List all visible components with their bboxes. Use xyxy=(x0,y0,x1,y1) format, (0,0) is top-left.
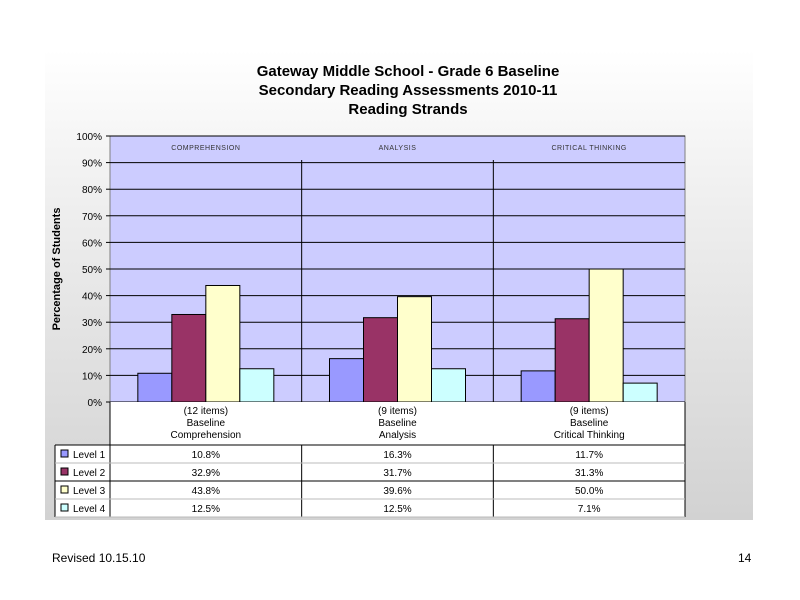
bar-level-3 xyxy=(206,285,240,402)
category-label: (12 items) xyxy=(183,406,229,417)
data-label: 7.1% xyxy=(577,504,601,515)
legend-label: Level 3 xyxy=(73,486,106,497)
page-number: 14 xyxy=(738,551,752,565)
category-label: (9 items) xyxy=(569,406,609,417)
data-label: 32.9% xyxy=(191,468,221,479)
category-label: Analysis xyxy=(378,430,417,441)
bar-level-4 xyxy=(240,369,274,402)
bar-level-2 xyxy=(364,318,398,402)
bar-level-2 xyxy=(172,314,206,402)
data-label: 31.7% xyxy=(383,468,412,479)
bar-level-4 xyxy=(432,369,466,402)
bar-level-1 xyxy=(521,371,555,402)
y-tick-label: 70% xyxy=(81,211,102,223)
chart-title-line-2: Secondary Reading Assessments 2010-11 xyxy=(258,82,558,99)
legend-label: Level 1 xyxy=(73,450,106,461)
y-tick-label: 0% xyxy=(87,398,102,409)
data-label: 39.6% xyxy=(383,486,412,497)
legend-swatch xyxy=(61,468,68,475)
y-tick-label: 50% xyxy=(81,265,102,276)
bar-level-3 xyxy=(398,297,432,402)
chart-svg xyxy=(45,50,753,520)
chart-panel xyxy=(45,50,753,520)
data-label: 12.5% xyxy=(383,504,412,515)
category-label: Baseline xyxy=(569,418,609,429)
y-tick-label: 30% xyxy=(81,318,102,330)
bar-level-2 xyxy=(555,319,589,402)
y-tick-label: 80% xyxy=(81,185,102,197)
bar-level-3 xyxy=(589,269,623,402)
strand-label: CRITICAL THINKING xyxy=(551,145,627,152)
y-tick-label: 90% xyxy=(81,158,102,170)
data-label: 10.8% xyxy=(191,450,221,461)
category-label: Baseline xyxy=(378,418,417,429)
bar-level-4 xyxy=(623,383,657,402)
category-label: Critical Thinking xyxy=(553,430,625,441)
revised-date: Revised 10.15.10 xyxy=(52,551,146,565)
chart-title-line-1: Gateway Middle School - Grade 6 Baseline xyxy=(256,63,560,80)
bar-level-1 xyxy=(330,359,364,402)
category-label: (9 items) xyxy=(378,406,417,417)
data-label: 12.5% xyxy=(191,504,221,515)
data-label: 50.0% xyxy=(574,486,604,497)
y-axis-label: Percentage of Students xyxy=(51,207,63,331)
data-label: 16.3% xyxy=(383,450,412,461)
data-label: 31.3% xyxy=(574,468,604,479)
y-tick-label: 10% xyxy=(81,371,102,383)
y-tick-label: 100% xyxy=(76,132,102,143)
legend-swatch xyxy=(61,504,68,511)
category-label: Baseline xyxy=(186,418,226,429)
y-tick-label: 60% xyxy=(81,238,102,250)
data-label: 43.8% xyxy=(191,486,221,497)
y-tick-label: 40% xyxy=(81,291,102,303)
data-label: 11.7% xyxy=(575,450,603,461)
legend-label: Level 4 xyxy=(73,504,106,515)
legend-swatch xyxy=(61,450,68,457)
y-tick-label: 20% xyxy=(81,344,102,356)
strand-label: COMPREHENSION xyxy=(171,145,241,152)
chart-title-line-3: Reading Strands xyxy=(348,101,468,118)
bar-level-1 xyxy=(138,373,172,402)
legend-swatch xyxy=(61,486,68,493)
category-label: Comprehension xyxy=(170,430,242,441)
legend-label: Level 2 xyxy=(73,468,106,479)
strand-label: ANALYSIS xyxy=(378,145,417,152)
